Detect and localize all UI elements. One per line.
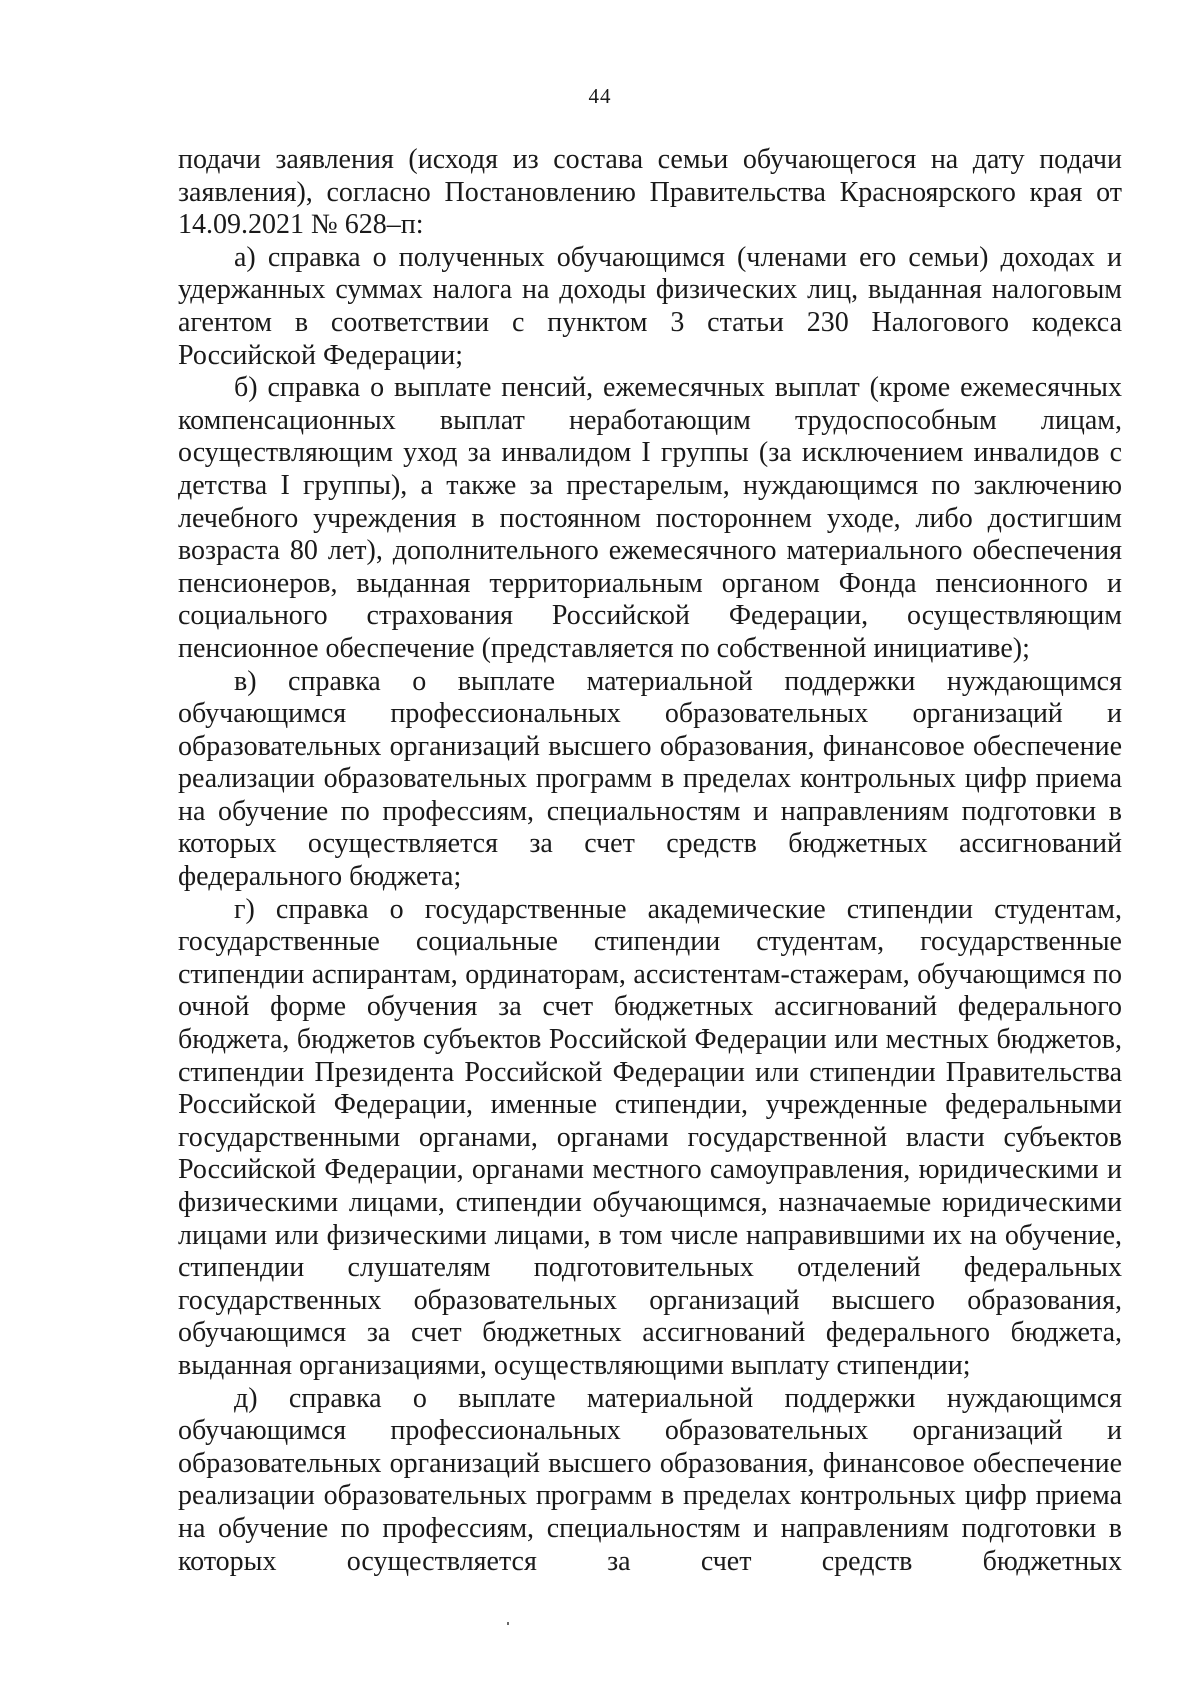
paragraph-continuation: подачи заявления (исходя из состава семьи обучающегося на дату подачи заявления), согласно Постановлению Правительства Красноярского края от 14.09.2021 № 628–п: <box>178 144 1122 241</box>
paragraph-item-b: б) справка о выплате пенсий, ежемесячных выплат (кроме ежемесячных компенсационных выплат неработающим трудоспособным лицам, осуществляющим уход за инвалидом I группы (за исключением инвалидов с детства I группы), а также за престарелым, нуждающимся по заключению лечебного учреждения в постоянном постороннем уходе, либо достигшим возраста 80 лет), дополнительного ежемесячного материального обеспечения пенсионеров, выданная территориальным органом Фонда пенсионного и социального страхования Российской Федерации, осуществляющим пенсионное обеспечение (представляется по собственной инициативе); <box>178 372 1122 664</box>
document-body <box>178 144 1122 1578</box>
scan-speck <box>507 1622 509 1625</box>
paragraph-item-a: а) справка о полученных обучающимся (членами его семьи) доходах и удержанных суммах налога на доходы физических лиц, выданная налоговым агентом в соответствии с пунктом 3 статьи 230 Налогового кодекса Российской Федерации; <box>178 241 1122 371</box>
paragraph-item-g: г) справка о государственные академические стипендии студентам, государственные социальные стипендии студентам, государственные стипендии аспирантам, ординаторам, ассистентам-стажерам, обучающимся по очной форме обучения за счет бюджетных ассигнований федерального бюджета, бюджетов субъектов Российской Федерации или местных бюджетов, стипендии Президента Российской Федерации или стипендии Правительства Российской Федерации, именные стипендии, учрежденные федеральными государственными органами, органами государственной власти субъектов Российской Федерации, органами местного самоуправления, юридическими и физическими лицами, стипендии обучающимся, назначаемые юридическими лицами или физическими лицами, в том числе направившими их на обучение, стипендии слушателям подготовительных отделений федеральных государственных образовательных организаций высшего образования, обучающимся за счет бюджетных ассигнований федерального бюджета, выданная организациями, осуществляющими выплату стипендии; <box>178 893 1122 1381</box>
paragraph-item-d: д) справка о выплате материальной поддержки нуждающимся обучающимся профессиональных образовательных организаций и образовательных организаций высшего образования, финансовое обеспечение реализации образовательных программ в пределах контрольных цифр приема на обучение по профессиям, специальностям и направлениям подготовки в которых осуществляется за счет средств бюджетных <box>178 1382 1122 1577</box>
paragraph-item-v: в) справка о выплате материальной поддержки нуждающимся обучающимся профессиональных образовательных организаций и образовательных организаций высшего образования, финансовое обеспечение реализации образовательных программ в пределах контрольных цифр приема на обучение по профессиям, специальностям и направлениям подготовки в которых осуществляется за счет средств бюджетных ассигнований федерального бюджета; <box>178 665 1122 893</box>
page-number: 44 <box>588 84 612 108</box>
